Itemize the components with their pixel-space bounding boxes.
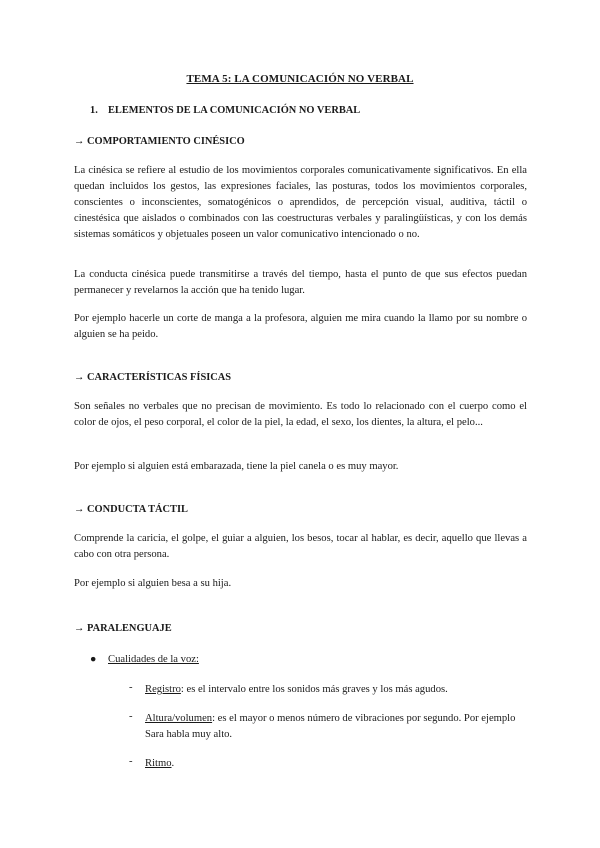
- bullet-item: [90, 654, 199, 665]
- paragraph-cinesico-transmission: La conducta cinésica puede transmitirse a través del tiempo, hasta el punto de que sus efectos puedan permanecer y revelarnos la acción que ha tenido lugar.: [74, 269, 527, 296]
- page-title: TEMA 5: LA COMUNICACIÓN NO VERBAL: [186, 73, 414, 85]
- section-heading-cinesico: → COMPORTAMIENTO CINÉSICO: [74, 136, 245, 147]
- term: Registro: [145, 684, 181, 695]
- description: .: [171, 758, 175, 769]
- heading-label: ELEMENTOS DE LA COMUNICACIÓN NO VERBAL: [108, 105, 361, 116]
- paragraph-fisicas-example: Por ejemplo si alguien está embarazada, tiene la piel canela o es muy mayor.: [74, 461, 399, 472]
- dash-icon: -: [129, 756, 133, 767]
- paragraph-cinesico-example: Por ejemplo hacerle un corte de manga a la profesora, alguien me mira cuando la llamo por su nombre o alguien se ha peido.: [74, 313, 527, 340]
- paragraph-cinesico-definition: La cinésica se refiere al estudio de los movimientos corporales comunicativamente significativos. En ella quedan incluidos los gestos, las expresiones faciales, las posturas, todos los movimientos corporales, conscientes o inconscientes, somatogénicos o aprendidos, de percepción visual, auditiva, táctil o cinestésica que aislados o combinados con las coestructuras verbales y paralingüísticas, y con los demás sistemas somáticos y objetuales poseen un valor comunicativo intencionado o no.: [74, 165, 527, 240]
- term: Ritmo: [145, 758, 172, 769]
- bullet-label: Cualidades de la voz:: [108, 654, 199, 665]
- sub-item-ritmo: [129, 756, 175, 769]
- paragraph-tactil-example: Por ejemplo si alguien besa a su hija.: [74, 578, 232, 589]
- dash-icon: -: [129, 711, 133, 722]
- heading-number: 1.: [90, 105, 98, 116]
- section-heading-tactil: → CONDUCTA TÁCTIL: [74, 504, 188, 515]
- term: Altura/volumen: [145, 713, 213, 724]
- sub-item-altura: [129, 711, 516, 740]
- description: : es el mayor o menos número de vibraciones por segundo. Por ejemplo Sara habla muy alto.: [145, 713, 516, 740]
- description: : es el intervalo entre los sonidos más graves y los más agudos.: [180, 684, 448, 695]
- paragraph-fisicas-definition: Son señales no verbales que no precisan de movimiento. Es todo lo relacionado con el cuerpo como el color de ojos, el peso corporal, el color de la piel, la edad, el sexo, los dientes, la altura, el pelo...: [74, 401, 527, 428]
- section-heading-fisicas: → CARACTERÍSTICAS FÍSICAS: [74, 372, 232, 383]
- bullet-dot-icon: ●: [90, 654, 97, 665]
- sub-item-registro: [129, 682, 448, 695]
- paragraph-tactil-definition: Comprende la caricia, el golpe, el guiar a alguien, los besos, tocar al hablar, es decir, aquello que llevas a cabo con otra persona.: [74, 533, 527, 560]
- numbered-heading: [90, 105, 360, 116]
- section-heading-paralenguaje: → PARALENGUAJE: [74, 623, 172, 634]
- dash-icon: -: [129, 682, 133, 693]
